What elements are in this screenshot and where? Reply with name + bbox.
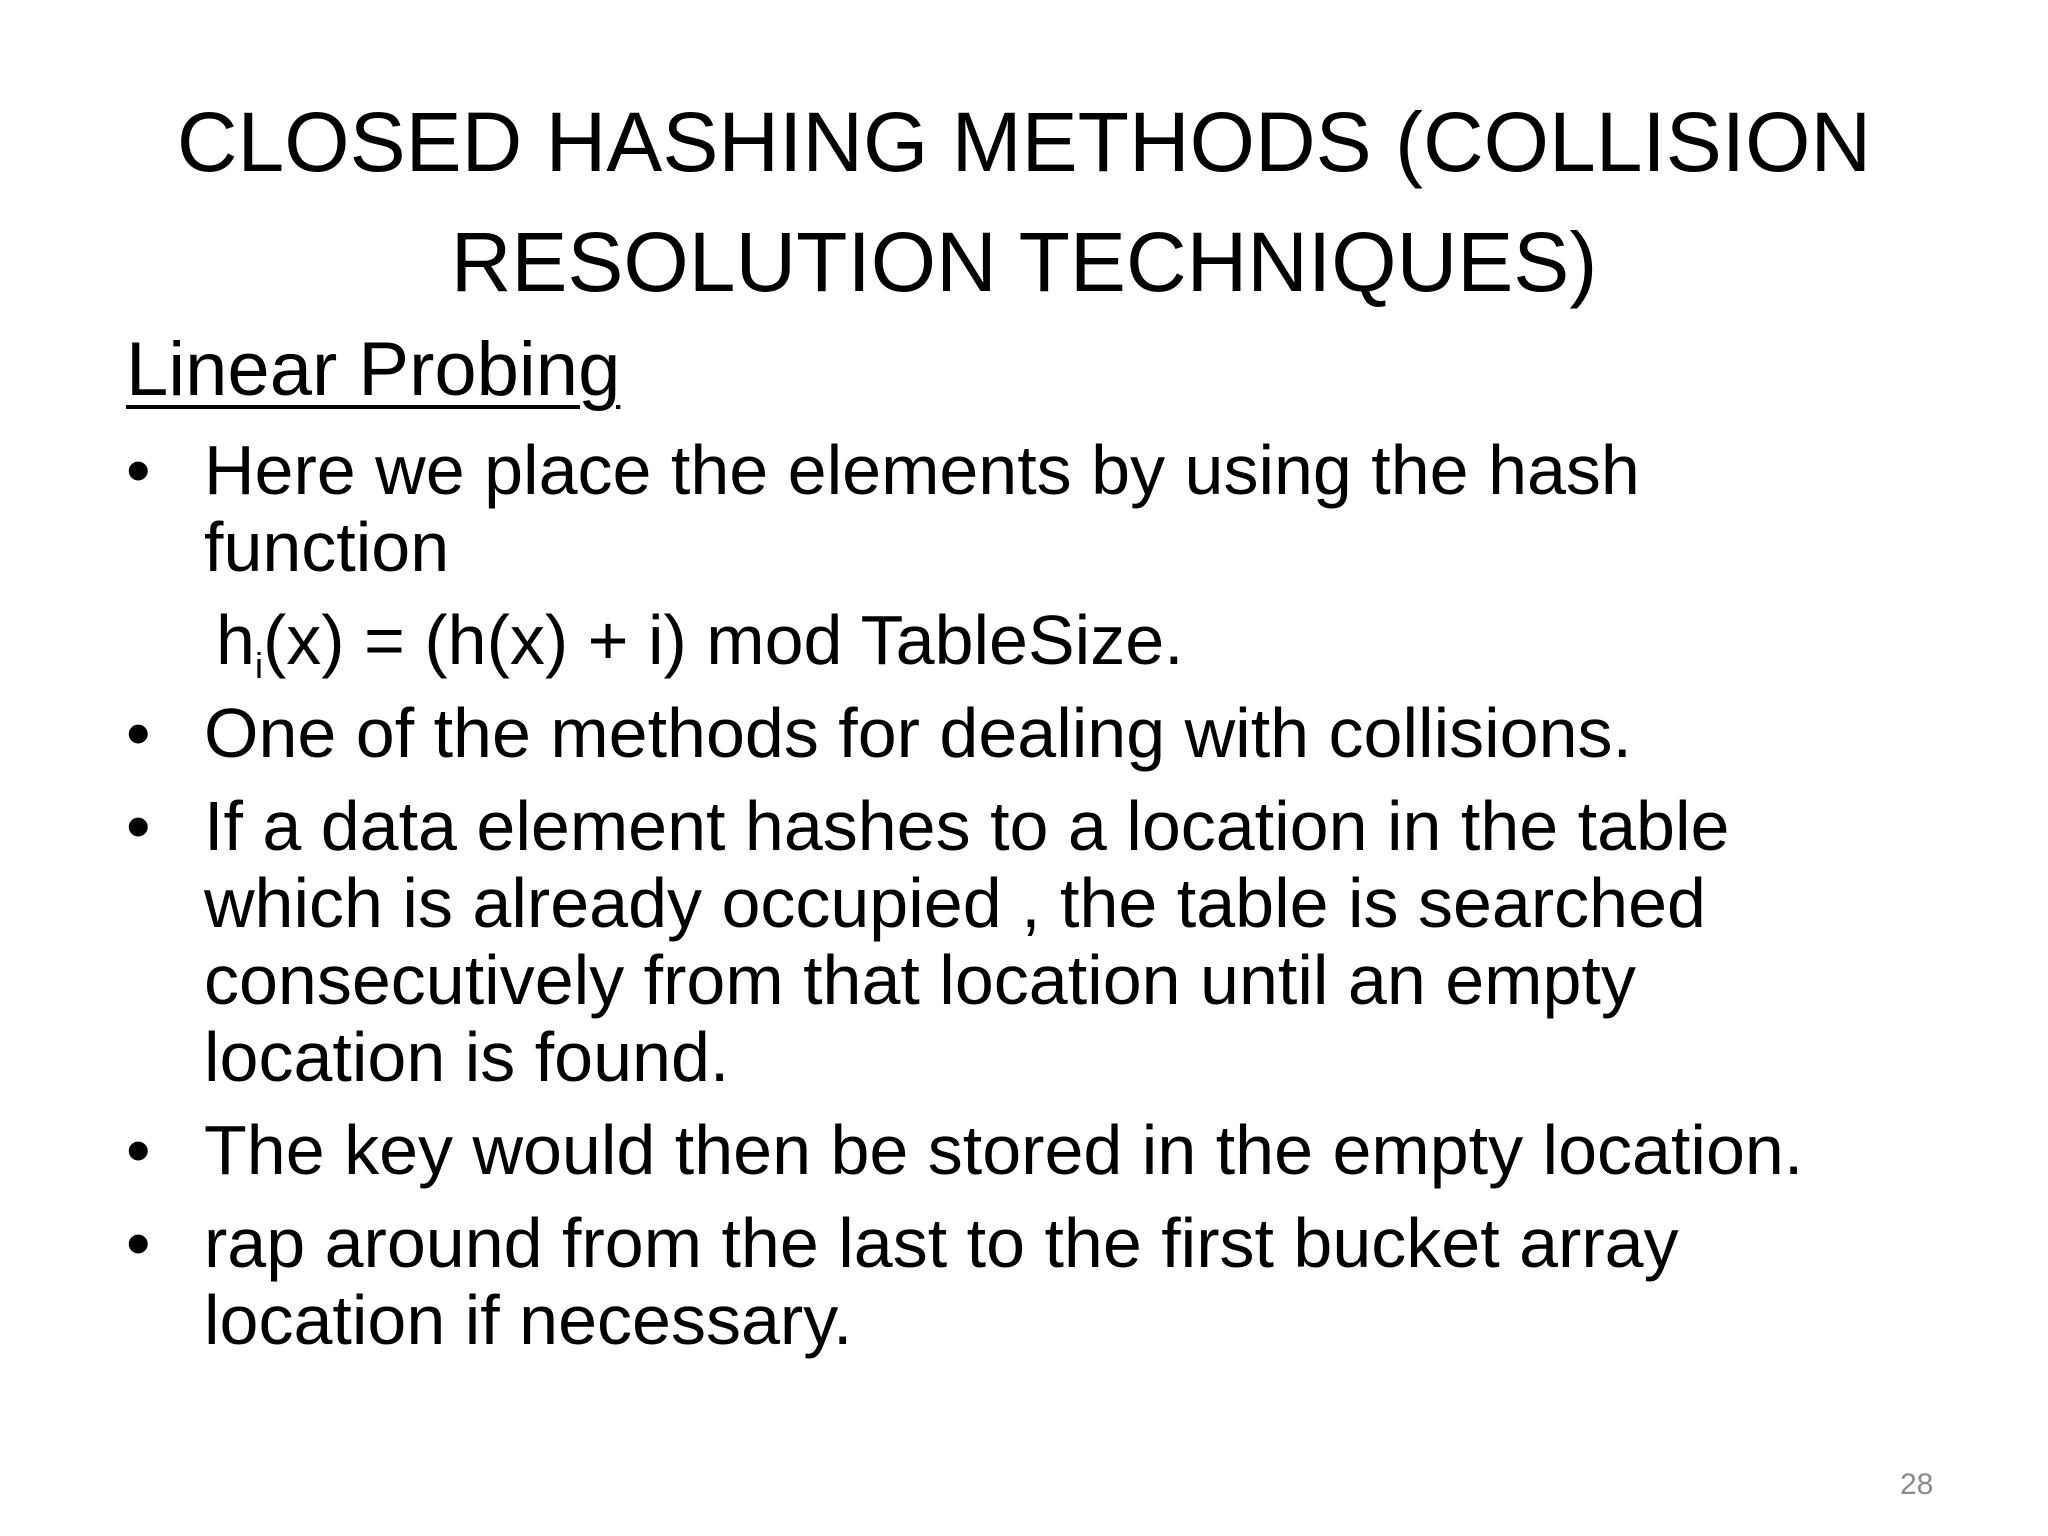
bullet-text: Here we place the elements by using the hash function [204,431,1640,586]
bullet-marker: • [126,431,151,509]
hash-formula [126,601,1926,686]
bullet-text: rap around from the last to the first bucket array location if necessary. [204,1204,1679,1359]
slide-title-line-2: RESOLUTION TECHNIQUES) [450,215,1598,309]
bullet-item-hash-function [126,432,1926,586]
bullet-item-wrap-around [126,1205,1926,1359]
section-heading-linear-probing: Linear Probing [126,327,621,412]
formula-rest: (x) = (h(x) + i) mod TableSize. [262,601,1184,679]
slide-title [100,82,1948,322]
bullet-marker: • [126,787,151,865]
bullet-text: One of the methods for dealing with collisions. [204,694,1632,772]
bullet-marker: • [126,694,151,772]
bullet-list [126,432,1926,1375]
bullet-item-collisions [126,695,1926,772]
slide-title-line-1: CLOSED HASHING METHODS (COLLISION [176,95,1872,189]
bullet-marker: • [126,1111,151,1189]
slide-page-number: 28 [1900,1468,1934,1501]
bullet-item-occupied-location [126,788,1926,1096]
bullet-text: The key would then be stored in the empty location. [204,1111,1804,1189]
formula-subscript: i [254,645,263,686]
bullet-text: If a data element hashes to a location in the table which is already occupied , the table is searched consecutively from that location until an empty location is found. [204,787,1730,1096]
bullet-marker: • [126,1204,151,1282]
bullet-item-key-stored [126,1112,1926,1189]
formula-base: h [216,601,255,679]
